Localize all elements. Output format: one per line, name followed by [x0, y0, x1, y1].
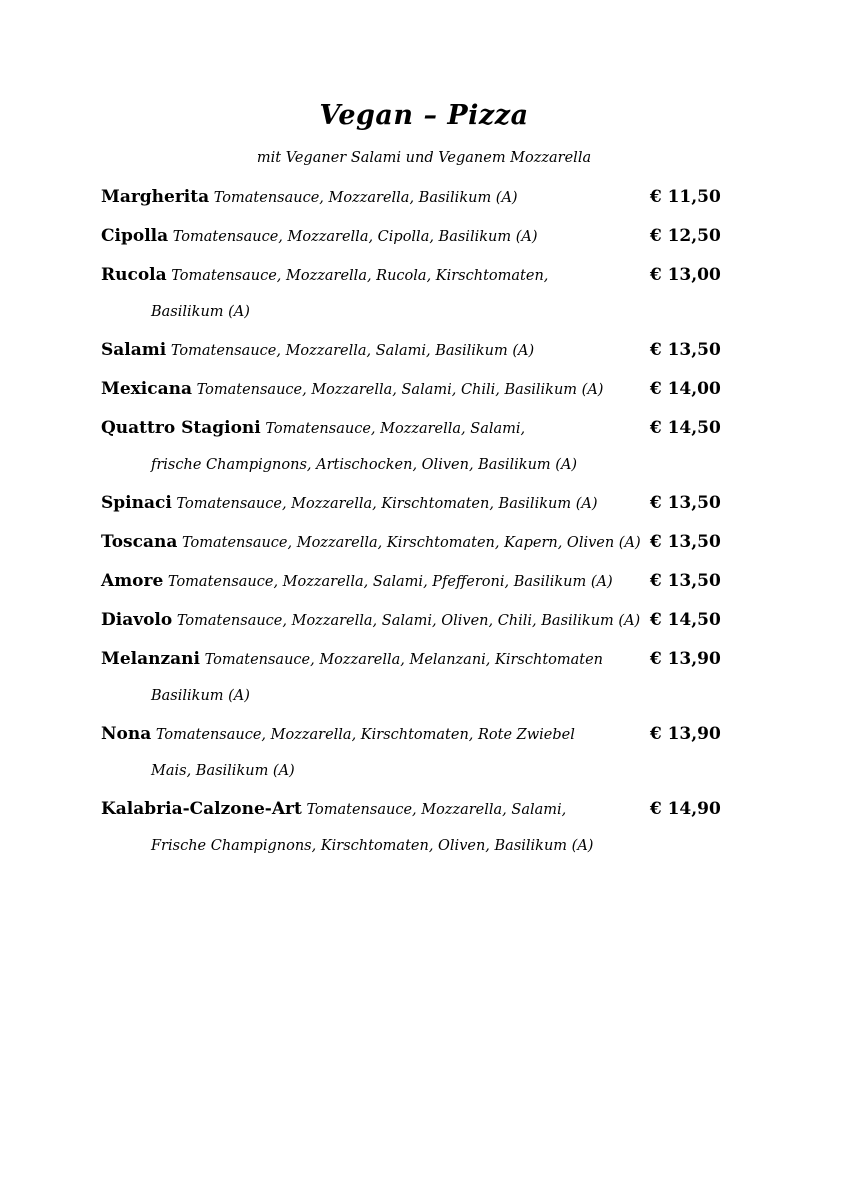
item-price: € 13,50 [649, 493, 721, 513]
menu-item-text [101, 223, 644, 250]
item-price: € 13,50 [649, 571, 721, 591]
item-name: Spinaci [101, 493, 172, 513]
menu-item [101, 646, 741, 709]
menu-item [101, 568, 741, 595]
item-description-continued: Frische Champignons, Kirschtomaten, Oliven, Basilikum (A) [151, 838, 594, 854]
menu-item [101, 415, 741, 478]
page-title: Vegan – Pizza [319, 100, 529, 131]
menu-item [101, 529, 741, 556]
menu-item-text [101, 646, 644, 709]
item-name: Kalabria-Calzone-Art [101, 799, 302, 819]
menu-item-text [101, 568, 644, 595]
page-subtitle: mit Veganer Salami und Veganem Mozzarella [256, 150, 592, 166]
item-name: Mexicana [101, 379, 192, 399]
item-price: € 11,50 [649, 187, 721, 207]
item-description: Tomatensauce, Mozzarella, Salami, Chili, Basilikum (A) [196, 382, 604, 398]
item-description-continued: Basilikum (A) [151, 688, 250, 704]
menu-item [101, 184, 741, 211]
item-description: Tomatensauce, Mozzarella, Kirschtomaten, Rote Zwiebel [155, 727, 575, 743]
item-description: Tomatensauce, Mozzarella, Salami, [265, 421, 526, 437]
menu-item [101, 490, 741, 517]
item-price: € 13,90 [649, 724, 721, 744]
item-name: Melanzani [101, 649, 200, 669]
item-price: € 12,50 [649, 226, 721, 246]
item-price: € 13,00 [649, 265, 721, 285]
menu-item-text [101, 607, 644, 634]
item-price: € 13,90 [649, 649, 721, 669]
item-description: Tomatensauce, Mozzarella, Kirschtomaten, Kapern, Oliven (A) [181, 535, 641, 551]
menu-item [101, 337, 741, 364]
menu-item-text [101, 184, 644, 211]
item-name: Rucola [101, 265, 167, 285]
item-description: Tomatensauce, Mozzarella, Melanzani, Kirschtomaten [204, 652, 604, 668]
item-description: Tomatensauce, Mozzarella, Salami, [306, 802, 567, 818]
item-name: Amore [101, 571, 164, 591]
item-description: Tomatensauce, Mozzarella, Cipolla, Basilikum (A) [172, 229, 538, 245]
item-description: Tomatensauce, Mozzarella, Salami, Oliven, Chili, Basilikum (A) [176, 613, 641, 629]
menu-item-text [101, 529, 644, 556]
menu-item [101, 376, 741, 403]
item-description: Tomatensauce, Mozzarella, Rucola, Kirschtomaten, [171, 268, 549, 284]
item-name: Diavolo [101, 610, 173, 630]
menu-item [101, 721, 741, 784]
menu-item [101, 607, 741, 634]
menu-item-text [101, 490, 644, 517]
item-name: Nona [101, 724, 152, 744]
item-name: Toscana [101, 532, 178, 552]
item-description: Tomatensauce, Mozzarella, Salami, Pfefferoni, Basilikum (A) [167, 574, 613, 590]
item-price: € 13,50 [649, 340, 721, 360]
item-name: Cipolla [101, 226, 169, 246]
item-description-continued: Basilikum (A) [151, 304, 250, 320]
menu-item-text [101, 262, 644, 325]
item-price: € 14,50 [649, 418, 721, 438]
item-name: Salami [101, 340, 167, 360]
item-price: € 14,90 [649, 799, 721, 819]
item-description: Tomatensauce, Mozzarella, Basilikum (A) [213, 190, 518, 206]
menu-item-text [101, 337, 644, 364]
menu-item [101, 262, 741, 325]
item-price: € 13,50 [649, 532, 721, 552]
menu-item-text [101, 721, 644, 784]
menu-item [101, 223, 741, 250]
menu-item-text [101, 376, 644, 403]
menu-item-text [101, 415, 644, 478]
item-price: € 14,50 [649, 610, 721, 630]
item-description-continued: Mais, Basilikum (A) [151, 763, 295, 779]
menu-item [101, 796, 741, 859]
menu-item-text [101, 796, 644, 859]
item-name: Margherita [101, 187, 210, 207]
menu-list [101, 184, 741, 871]
item-price: € 14,00 [649, 379, 721, 399]
item-description: Tomatensauce, Mozzarella, Kirschtomaten, Basilikum (A) [176, 496, 598, 512]
item-description-continued: frische Champignons, Artischocken, Oliven, Basilikum (A) [151, 457, 578, 473]
item-description: Tomatensauce, Mozzarella, Salami, Basilikum (A) [170, 343, 535, 359]
item-name: Quattro Stagioni [101, 418, 261, 438]
